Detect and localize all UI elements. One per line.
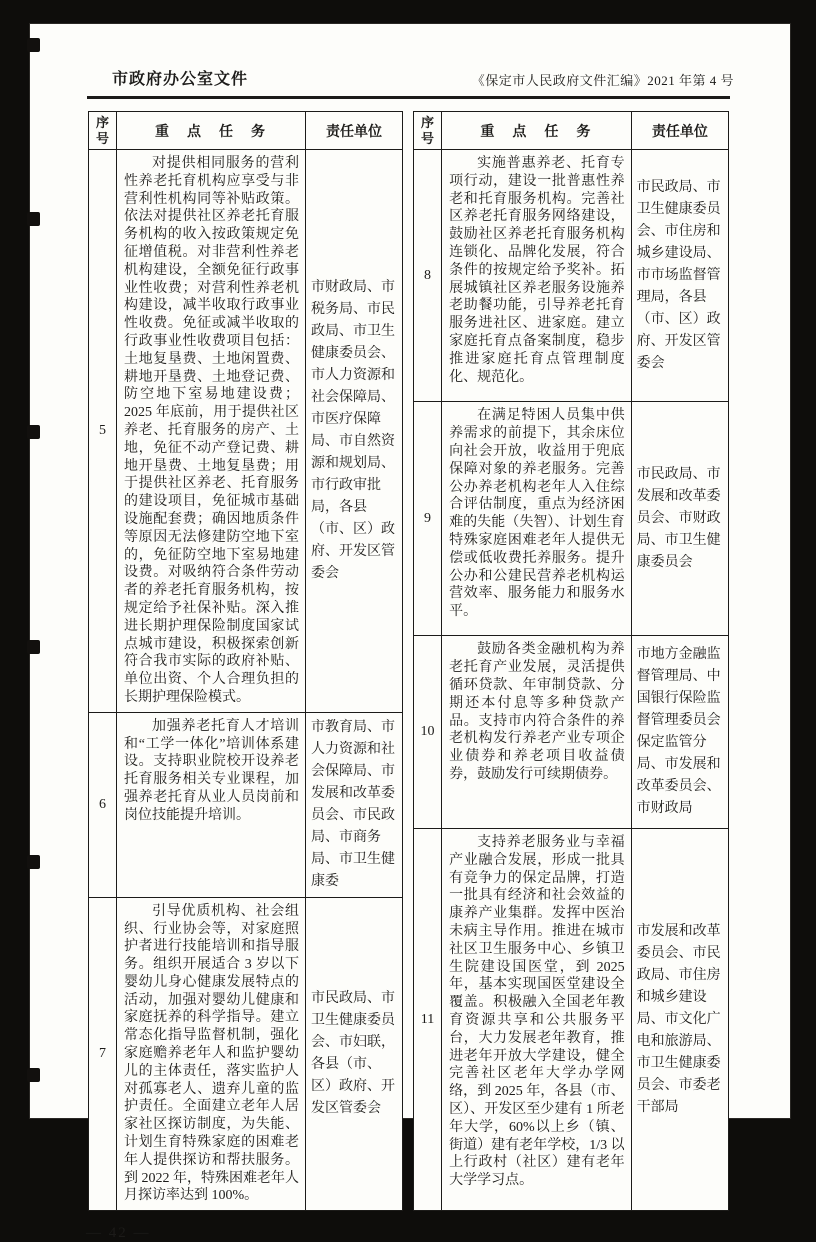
doc-category-title: 市政府办公室文件	[112, 71, 249, 88]
row-number: 8	[414, 150, 442, 402]
header-rule	[87, 96, 730, 99]
col-header-task: 重 点 任 务	[442, 112, 632, 150]
row-number: 5	[89, 150, 117, 713]
row-unit: 市教育局、市人力资源和社会保障局、市发展和改革委员会、市民政局、市商务局、市卫生健康委	[306, 712, 403, 897]
table-row	[414, 402, 729, 636]
col-header-no: 序号	[414, 112, 442, 150]
row-unit: 市民政局、市发展和改革委员会、市财政局、市卫生健康委员会	[631, 402, 728, 636]
row-unit: 市民政局、市卫生健康委员会、市住房和城乡建设局、市市场监督管理局，各县（市、区）政府、开发区管委会	[631, 150, 728, 402]
row-task: 引导优质机构、社会组织、行业协会等，对家庭照护者进行技能培训和指导服务。组织开展适合 3 岁以下婴幼儿身心健康发展特点的活动，加强对婴幼儿健康和家庭抚养的科学指导。建立常态化指导监督机制，强化家庭赡养老年人和监护婴幼儿的主体责任，落实监护人对孤寡老人、遗弃儿童的监护责任。全面建立老年人居家社区探访制度，为失能、计划生育特殊家庭的困难老年人提供探访和帮扶服务。到 2022 年，特殊困难老年人月探访率达到 100%。	[117, 897, 306, 1211]
row-number: 10	[414, 636, 442, 829]
row-task: 支持养老服务业与幸福产业融合发展，形成一批具有竞争力的保定品牌，打造一批具有经济和社会效益的康养产业集群。发挥中医治未病主导作用。推进在城市社区卫生服务中心、乡镇卫生院建设国医堂，到 2025 年，基本实现国医堂建设全覆盖。积极融入全国老年教育资源共享和公共服务平台，大力发展老年教育，推进老年开放大学建设，健全完善社区老年大学办学网络，到 2025 年，各县（市、区）、开发区至少建有 1 所老年大学，60%以上乡（镇、街道）建有老年学校，1/3 以上行政村（社区）建有老年大学学习点。	[442, 829, 632, 1211]
scan-artifact	[27, 212, 40, 226]
table-row	[414, 150, 729, 402]
table-row	[89, 712, 403, 897]
page-header	[112, 66, 734, 89]
scan-artifact	[27, 640, 40, 654]
row-unit: 市发展和改革委员会、市民政局、市住房和城乡建设局、市文化广电和旅游局、市卫生健康委员会、市委老干部局	[631, 829, 728, 1211]
table-row	[89, 150, 403, 713]
scan-artifact	[27, 1068, 40, 1082]
table-row	[414, 829, 729, 1211]
table-header-row	[89, 112, 403, 150]
row-number: 6	[89, 712, 117, 897]
col-header-task: 重 点 任 务	[117, 112, 306, 150]
col-header-unit: 责任单位	[306, 112, 403, 150]
scan-artifact	[27, 38, 40, 52]
scan-artifact	[27, 855, 40, 869]
page-number: — 42 —	[86, 1225, 151, 1242]
row-number: 9	[414, 402, 442, 636]
task-tables	[88, 111, 790, 1211]
table-row	[89, 897, 403, 1211]
table-header-row	[414, 112, 729, 150]
row-unit: 市财政局、市税务局、市民政局、市卫生健康委员会、市人力资源和社会保障局、市医疗保障局、市自然资源和规划局、市行政审批局，各县（市、区）政府、开发区管委会	[306, 150, 403, 713]
row-task: 加强养老托育人才培训和“工学一体化”培训体系建设。支持职业院校开设养老托育服务相关专业课程，加强养老托育从业人员岗前和岗位技能提升培训。	[117, 712, 306, 897]
row-task: 鼓励各类金融机构为养老托育产业发展，灵活提供循环贷款、年审制贷款、分期还本付息等多种贷款产品。支持市内符合条件的养老机构发行养老产业专项企业债券和养老项目收益债券，鼓励发行可续期债券。	[442, 636, 632, 829]
document-page	[30, 24, 790, 1242]
row-task: 实施普惠养老、托育专项行动，建设一批普惠性养老和托育服务机构。完善社区养老托育服务网络建设，鼓励社区养老托育服务机构连锁化、品牌化发展，符合条件的按规定给予奖补。拓展城镇社区养老服务设施养老助餐功能，引导养老托育服务进社区、进家庭。建立家庭托育点备案制度，稳步推进家庭托育点管理制度化、规范化。	[442, 150, 632, 402]
row-task: 对提供相同服务的营利性养老托育机构应享受与非营利性机构同等补贴政策。依法对提供社区养老托育服务机构的收入按政策规定免征增值税。对非营利性养老机构建设，全额免征行政事业性收费；对营利性养老机构建设，减半收取行政事业性收费。免征或减半收取的行政事业性收费项目包括：土地复垦费、土地闲置费、耕地开垦费、土地登记费、防空地下室易地建设费；2025 年底前，用于提供社区养老、托育服务的房产、土地，免征不动产登记费、耕地开垦费、土地复垦费；用于提供社区养老、托育服务的建设项目，免征城市基础设施配套费；确因地质条件等原因无法修建防空地下室的，免征防空地下室易地建设费。对吸纳符合条件劳动者的养老托育服务机构，按规定给予社保补贴。深入推进长期护理保险制度国家试点城市建设，积极探索创新符合我市实际的政府补贴、单位出资、个人合理负担的长期护理保险模式。	[117, 150, 306, 713]
row-unit: 市民政局、市卫生健康委员会、市妇联，各县（市、区）政府、开发区管委会	[306, 897, 403, 1211]
row-task: 在满足特困人员集中供养需求的前提下，其余床位向社会开放，收益用于兜底保障对象的养老服务。完善公办养老机构老年人入住综合评估制度，重点为经济困难的失能（失智）、计划生育特殊家庭困难老年人提供无偿或低收费托养服务。提升公办和公建民营养老机构运营效率、服务能力和服务水平。	[442, 402, 632, 636]
row-number: 11	[414, 829, 442, 1211]
task-table-right	[413, 111, 729, 1211]
col-header-no: 序号	[89, 112, 117, 150]
col-header-unit: 责任单位	[631, 112, 728, 150]
row-number: 7	[89, 897, 117, 1211]
doc-compilation-ref: 《保定市人民政府文件汇编》2021 年第 4 号	[471, 73, 734, 88]
scan-artifact	[27, 425, 40, 439]
task-table-left	[88, 111, 403, 1211]
row-unit: 市地方金融监督管理局、中国银行保险监督管理委员会保定监管分局、市发展和改革委员会、市财政局	[631, 636, 728, 829]
table-row	[414, 636, 729, 829]
